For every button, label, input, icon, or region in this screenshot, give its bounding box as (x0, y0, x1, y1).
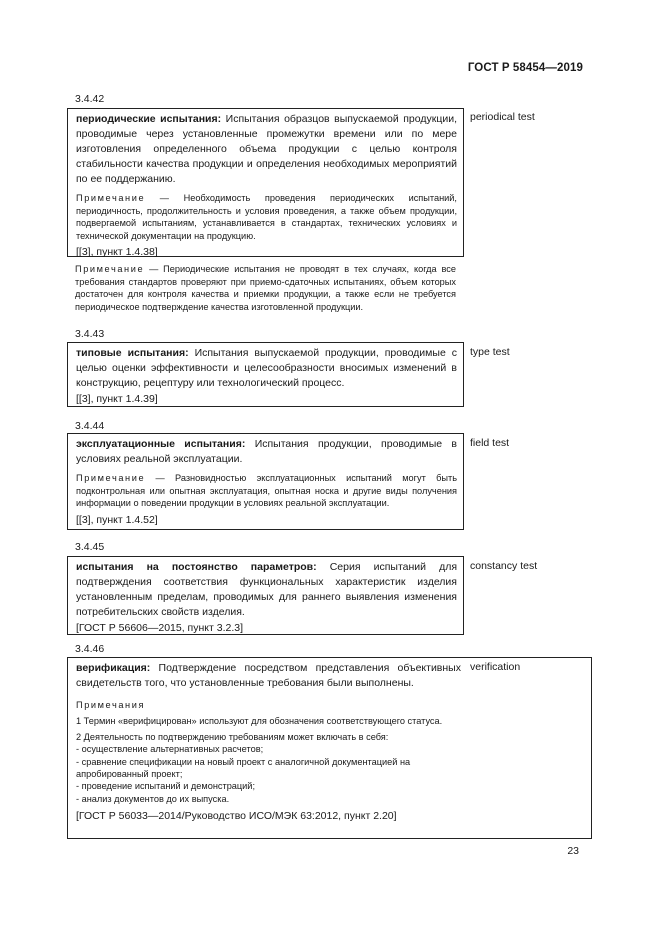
definition-box (67, 433, 464, 530)
list-item: - осуществление альтернативных расчетов; (76, 744, 264, 755)
note-text: — Периодические испытания не проводят в тех случаях, когда все требования стандартов проверяют при приемо-сдаточных испытаниях, объем которых достаточен для контроля качества и приемки продукции, а также если не требуется периодическое подтверждение качества изготовленной продукции. (75, 264, 456, 312)
clause-number: 3.4.44 (75, 420, 105, 432)
source-reference: [[3], пункт 1.4.52] (76, 513, 158, 526)
definition-box (67, 108, 464, 257)
note-label: Примечание (76, 473, 146, 483)
clause-number: 3.4.46 (75, 643, 105, 655)
source-reference: [[3], пункт 1.4.38] (76, 246, 158, 259)
term: испытания на постоянство параметров: (76, 561, 317, 573)
note-1: 1 Термин «верифицирован» используют для обозначения соответствующего статуса. (76, 716, 443, 726)
note-text: — Необходимость проведения периодических испытаний, периодичность, продолжительность и условия проведения, а также объем продукции, подвергаемой испытаниям, устанавливается в стандартах, технических условиях и технической документации на продукцию. (76, 193, 457, 241)
note-label: Примечание (76, 193, 146, 203)
page-number: 23 (567, 845, 579, 857)
clause-number: 3.4.43 (75, 328, 105, 340)
note-2: 2 Деятельность по подтверждению требованиям может включать в себя: (76, 731, 389, 742)
list-item: - сравнение спецификации на новый проект с аналогичной документацией на апробированный проект; (76, 756, 411, 779)
term: эксплуатационные испытания: (76, 438, 246, 450)
note (76, 472, 457, 510)
english-term: verification (470, 661, 521, 673)
source-reference: [ГОСТ Р 56606—2015, пункт 3.2.3] (76, 622, 244, 634)
notes-heading: Примечания (76, 700, 146, 710)
clause-number: 3.4.42 (75, 93, 105, 105)
english-term: type test (470, 346, 510, 358)
source-reference: [ГОСТ Р 56033—2014/Руководство ИСО/МЭК 63:2012, пункт 2.20] (76, 810, 397, 823)
clause-number: 3.4.45 (75, 541, 105, 553)
definition-text: Подтверждение посредством представления объективных свидетельств того, что установленные требования были выполнены. (76, 662, 461, 689)
definition (76, 437, 457, 467)
term: периодические испытания: (76, 113, 222, 125)
outer-note (75, 263, 456, 313)
note (76, 192, 457, 242)
english-term: constancy test (470, 560, 538, 572)
term: верификация: (76, 662, 151, 674)
definition (76, 661, 461, 691)
definition-box (67, 657, 592, 839)
definition-text: Испытания выпускаемой продукции, проводимые с целью оценки эффективности и целесообразности вносимых изменений в конструкцию, рецептуру или технологический процесс. (76, 347, 457, 389)
standard-header: ГОСТ Р 58454—2019 (467, 62, 583, 74)
term: типовые испытания: (76, 347, 189, 359)
definition (76, 112, 457, 187)
note-label: Примечание (75, 264, 145, 274)
source-reference: [[3], пункт 1.4.39] (76, 393, 158, 405)
definition-text: Серия испытаний для подтверждения соответствия функциональных характеристик изделия установленным пределам, проводимых для раннего выявления изменения потребительских свойств изделия. (76, 561, 458, 618)
definition (76, 560, 457, 620)
definition-text: Испытания образцов выпускаемой продукции, проводимые через установленные промежутки времени или по мере изготовления определенного объема продукции с целью контроля стабильности качества продукции и определения необходимых мероприятий по ее поддержанию. (76, 113, 458, 185)
definition-box (67, 342, 464, 407)
english-term: field test (470, 437, 510, 449)
note-text: — Разновидностью эксплуатационных испытаний могут быть подконтрольная или опытная эксплуатация, опытная носка и другие виды получения информации о поведении продукции в условиях реальной эксплуатации. (76, 473, 457, 509)
definition-box (67, 556, 464, 635)
list-item: - проведение испытаний и демонстраций; (76, 781, 255, 792)
definition (76, 346, 457, 391)
definition-text: Испытания продукции, проводимые в условиях реальной эксплуатации. (76, 438, 458, 465)
english-term: periodical test (470, 111, 535, 123)
list-item: - анализ документов до их выпуска. (76, 793, 230, 804)
